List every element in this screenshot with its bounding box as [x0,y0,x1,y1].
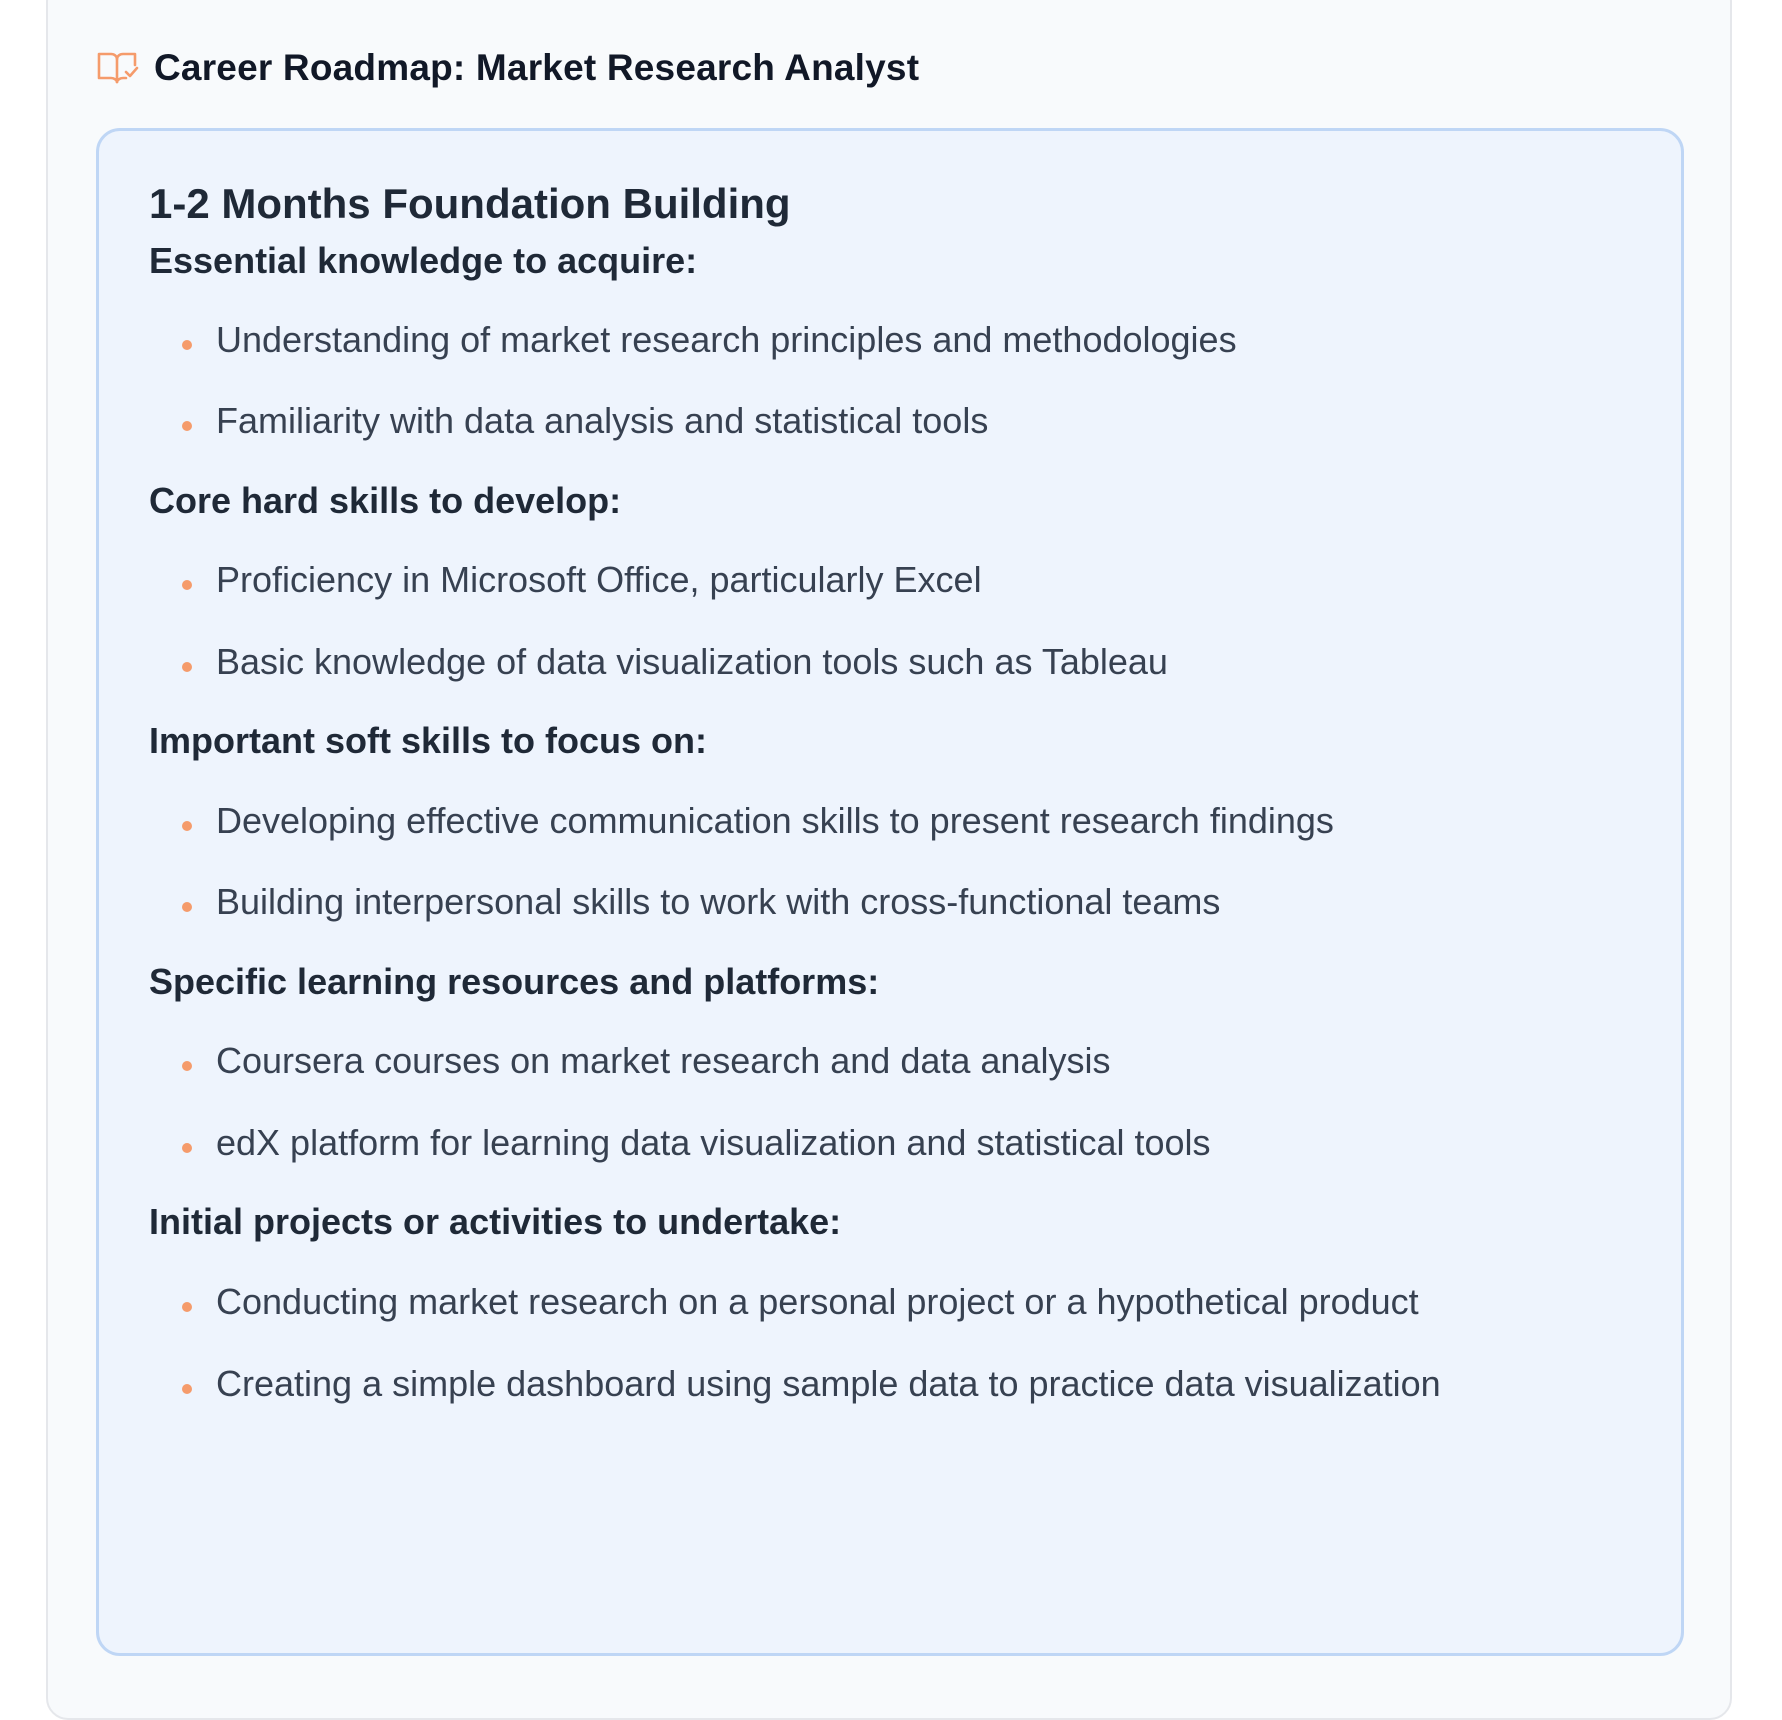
roadmap-title: Career Roadmap: Market Research Analyst [154,47,920,88]
bullet-dot-icon [182,1143,192,1153]
list-item [182,1359,1441,1409]
book-check-icon [96,48,140,88]
bullet-dot-icon [182,821,192,831]
list-item [182,796,1334,846]
list-item [182,396,988,446]
section-heading-projects: Initial projects or activities to undertake: [149,1201,842,1242]
bullet-dot-icon [182,580,192,590]
list-item-text: Creating a simple dashboard using sample data to practice data visualization [216,1363,1441,1404]
roadmap-header [96,42,919,94]
list-item-text: Proficiency in Microsoft Office, particularly Excel [216,559,982,600]
section-heading-soft-skills: Important soft skills to focus on: [149,720,708,761]
list-item-text: Developing effective communication skills to present research findings [216,800,1334,841]
list-item-text: edX platform for learning data visualization and statistical tools [216,1122,1211,1163]
list-item [182,1036,1110,1086]
bullet-dot-icon [182,421,192,431]
list-item-text: Coursera courses on market research and data analysis [216,1040,1111,1081]
bullet-dot-icon [182,1384,192,1394]
bullet-dot-icon [182,340,192,350]
list-item [182,1277,1419,1327]
bullet-dot-icon [182,902,192,912]
list-item-text: Understanding of market research principles and methodologies [216,319,1237,360]
list-item-text: Building interpersonal skills to work with cross-functional teams [216,881,1221,922]
bullet-dot-icon [182,662,192,672]
list-item [182,877,1220,927]
list-item [182,315,1237,365]
list-item-text: Basic knowledge of data visualization tools such as Tableau [216,641,1168,682]
phase-title: 1-2 Months Foundation Building [149,180,791,227]
bullet-dot-icon [182,1302,192,1312]
list-item-text: Familiarity with data analysis and statistical tools [216,400,989,441]
list-item-text: Conducting market research on a personal project or a hypothetical product [216,1281,1419,1322]
section-heading-knowledge: Essential knowledge to acquire: [149,240,698,281]
list-item [182,637,1168,687]
bullet-dot-icon [182,1061,192,1071]
section-heading-hard-skills: Core hard skills to develop: [149,480,622,521]
section-heading-resources: Specific learning resources and platforms: [149,961,880,1002]
list-item [182,1118,1211,1168]
list-item [182,555,982,605]
